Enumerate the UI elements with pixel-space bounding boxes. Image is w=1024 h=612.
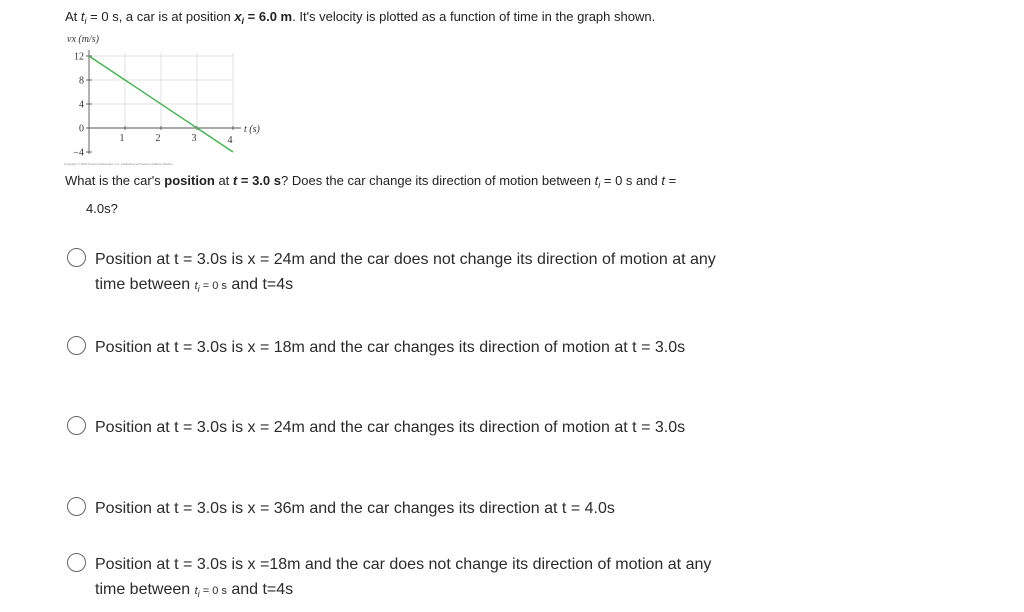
xi-subscript: i — [241, 16, 245, 26]
radio-button-option-1[interactable] — [67, 248, 86, 267]
intro-suffix: . It's velocity is plotted as a function of time in the graph shown. — [292, 9, 656, 24]
ask-ti-subscript: i — [598, 180, 601, 190]
y-tick-label: 8 — [79, 75, 84, 87]
ask-mid: ? Does the car change its direction of motion between — [281, 173, 595, 188]
y-tick-label: −4 — [73, 147, 84, 159]
y-axis-label: vx (m/s) — [67, 34, 99, 45]
question-ask-line2: 4.0s? — [86, 201, 118, 216]
y-tick-label: 0 — [79, 123, 84, 135]
x-tick-label: 4 — [227, 135, 233, 146]
ask-ti-value: = 0 s and — [600, 173, 662, 188]
question-intro — [65, 9, 655, 26]
option-1-ti-subscript: i — [197, 284, 200, 294]
option-1-ti-value: = 0 s — [199, 280, 227, 292]
ask-prefix: What is the car's — [65, 173, 165, 188]
ask-position: position — [164, 173, 215, 188]
ti-variable: t — [80, 9, 85, 24]
option-5-ti-value: = 0 s — [199, 585, 227, 597]
radio-button-option-5[interactable] — [67, 553, 86, 572]
copyright-text: Copyright © 2020 Pearson Education, Inc. publishing as Pearson Addison-Wesley — [64, 162, 173, 166]
option-3-label[interactable]: Position at t = 3.0s is x = 24m and the car changes its direction of motion at t = 3.0s — [95, 419, 686, 436]
ask-ti-variable: t — [594, 173, 599, 188]
y-tick-label: 12 — [74, 51, 84, 63]
option-5-text-a: Position at t = 3.0s is x =18m and the car does not change its direction of motion at any time between — [95, 556, 712, 598]
x-tick-label: 2 — [155, 133, 161, 144]
xi-variable: x — [234, 9, 242, 24]
option-1-text-a: Position at t = 3.0s is x = 24m and the car does not change its direction of motion at any time between — [95, 251, 716, 293]
ask-t-variable: t — [232, 173, 238, 188]
intro-mid: = 0 s, a car is at position — [86, 9, 235, 24]
option-1-text-b: and t=4s — [226, 276, 294, 293]
option-1-ti-variable: t — [194, 280, 198, 292]
option-1-label[interactable] — [95, 247, 735, 302]
option-5-text-b: and t=4s — [226, 581, 294, 598]
radio-button-option-2[interactable] — [67, 336, 86, 355]
ask-t-value: = 3.0 s — [237, 173, 281, 188]
option-5-ti-variable: t — [194, 585, 198, 597]
option-2-label[interactable]: Position at t = 3.0s is x = 18m and the car changes its direction of motion at t = 3.0s — [95, 339, 686, 356]
ti-subscript: i — [84, 16, 87, 26]
question-ask — [65, 173, 676, 190]
x-tick-label: 3 — [191, 133, 197, 144]
velocity-time-graph — [56, 30, 276, 170]
intro-prefix: At — [65, 9, 81, 24]
y-tick-label: 4 — [79, 99, 84, 111]
ask-at: at — [214, 173, 233, 188]
option-5-ti-subscript: i — [197, 589, 200, 599]
x-tick-labels — [120, 126, 234, 146]
radio-button-option-3[interactable] — [67, 416, 86, 435]
option-4-label[interactable]: Position at t = 3.0s is x = 36m and the car changes its direction at t = 4.0s — [95, 500, 615, 517]
xi-value: = 6.0 m — [244, 9, 293, 24]
graph-grid — [89, 53, 233, 128]
ask-end: = — [664, 173, 677, 188]
x-tick-label: 1 — [119, 133, 125, 144]
option-5-label[interactable] — [95, 552, 735, 607]
graph-axes — [89, 50, 241, 154]
ask-t2-variable: t — [661, 173, 665, 188]
x-axis-label: t (s) — [244, 124, 260, 135]
radio-button-option-4[interactable] — [67, 497, 86, 516]
